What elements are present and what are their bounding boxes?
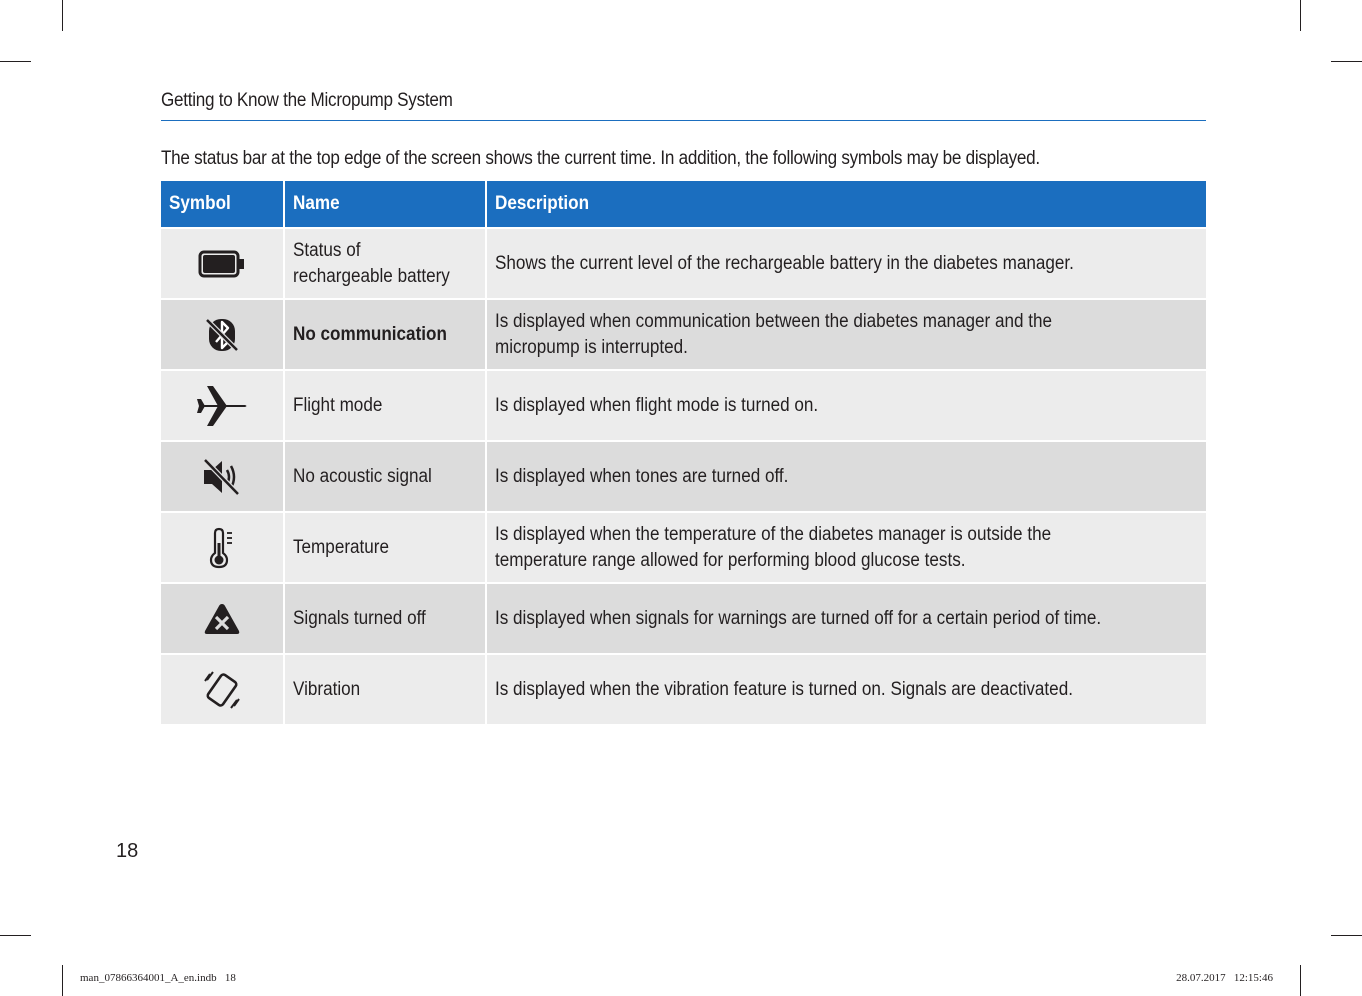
crop-mark (0, 61, 31, 62)
symbol-cell (161, 299, 284, 370)
column-header-description: Description (486, 181, 1206, 228)
table-row (161, 370, 1206, 441)
description-cell: Is displayed when communication between the diabetes manager and the micropump is interrupted. (486, 299, 1206, 370)
symbol-cell (161, 370, 284, 441)
symbol-cell (161, 228, 284, 299)
table-row (161, 299, 1206, 370)
muted-speaker-icon (200, 457, 244, 497)
crop-mark (62, 0, 63, 31)
crop-mark (1300, 965, 1301, 996)
column-header-name: Name (284, 181, 486, 228)
name-cell: Flight mode (284, 370, 486, 441)
name-cell: Signals turned off (284, 583, 486, 654)
description-cell: Is displayed when the temperature of the diabetes manager is outside the temperature range allowed for performing blood glucose tests. (486, 512, 1206, 583)
name-cell: No acoustic signal (284, 441, 486, 512)
table-row (161, 228, 1206, 299)
crop-mark (0, 935, 31, 936)
table-row (161, 512, 1206, 583)
table-row (161, 654, 1206, 724)
crop-mark (62, 965, 63, 996)
description-cell: Is displayed when the vibration feature is turned on. Signals are deactivated. (486, 654, 1206, 724)
symbol-cell (161, 512, 284, 583)
battery-icon (197, 249, 247, 279)
table-row (161, 583, 1206, 654)
table-row (161, 441, 1206, 512)
column-header-symbol: Symbol (161, 181, 284, 228)
description-cell: Is displayed when flight mode is turned on. (486, 370, 1206, 441)
crop-mark (1331, 61, 1362, 62)
name-cell: No communication (284, 299, 486, 370)
status-symbols-table (161, 181, 1206, 724)
symbol-cell (161, 654, 284, 724)
name-cell: Temperature (284, 512, 486, 583)
name-cell: Status of rechargeable battery (284, 228, 486, 299)
running-header: Getting to Know the Micropump System (161, 90, 453, 111)
description-cell: Is displayed when tones are turned off. (486, 441, 1206, 512)
no-communication-icon (202, 315, 242, 355)
print-slug-file: man_07866364001_A_en.indb 18 (80, 972, 236, 984)
thermometer-icon (204, 527, 240, 569)
crop-mark (1331, 935, 1362, 936)
signals-off-icon (202, 601, 242, 637)
intro-paragraph: The status bar at the top edge of the screen shows the current time. In addition, the following symbols may be displayed. (161, 148, 1040, 169)
symbol-cell (161, 583, 284, 654)
header-rule (161, 120, 1206, 121)
page-number: 18 (116, 840, 139, 862)
name-cell: Vibration (284, 654, 486, 724)
vibration-icon (200, 668, 244, 712)
description-cell: Is displayed when signals for warnings are turned off for a certain period of time. (486, 583, 1206, 654)
airplane-icon (195, 384, 249, 428)
table-header-row (161, 181, 1206, 228)
print-slug-timestamp: 28.07.2017 12:15:46 (1176, 972, 1273, 984)
symbol-cell (161, 441, 284, 512)
description-cell: Shows the current level of the rechargeable battery in the diabetes manager. (486, 228, 1206, 299)
crop-mark (1300, 0, 1301, 31)
